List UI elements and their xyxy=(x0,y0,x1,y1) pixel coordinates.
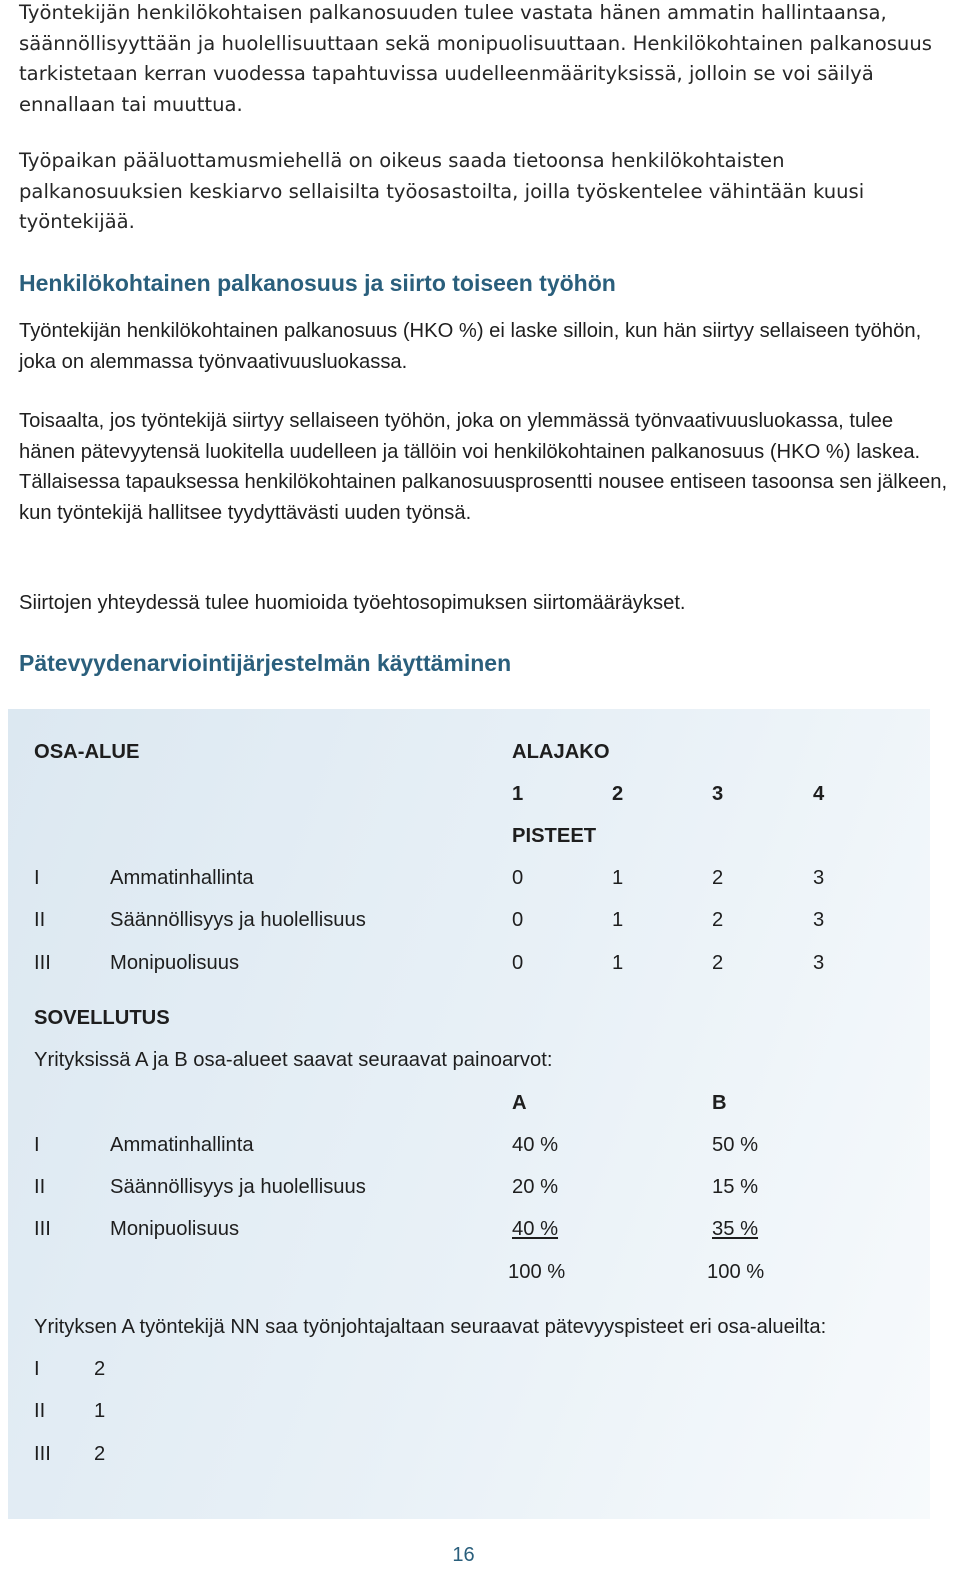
osa-alue-header: OSA-ALUE xyxy=(34,741,140,763)
table-row-score: 1 xyxy=(612,909,624,931)
table-row-score: 3 xyxy=(813,867,825,889)
transfer-paragraph-2: Toisaalta, jos työntekijä siirtyy sellaiseen työhön, joka on ylemmässä työnvaativuusluokassa, tulee hänen pätevyytensä luokitella uudelleen ja tällöin voi henkilökohtainen palkanosuus (HKO %) laskea. Tällaisessa tapauksessa henkilökohtainen palkanosuusprosentti nousee entiseen tasoonsa sen jälkeen, kun työntekijä hallitsee tyydyttävästi uuden työnsä. xyxy=(19,410,948,524)
section-heading-transfer: Henkilökohtainen palkanosuus ja siirto toiseen työhön xyxy=(19,270,616,296)
weight-row-a: 20 % xyxy=(512,1176,559,1198)
sovellutus-intro: Yrityksissä A ja B osa-alueet saavat seuraavat painoarvot: xyxy=(34,1049,553,1071)
assessment-box xyxy=(8,709,930,1519)
point-row-num: III xyxy=(34,1443,51,1465)
table-row-score: 1 xyxy=(612,867,624,889)
company-a-header: A xyxy=(512,1092,527,1114)
weight-row-num: II xyxy=(34,1176,46,1198)
sovellutus-title: SOVELLUTUS xyxy=(34,1007,170,1029)
shop-steward-paragraph: Työpaikan pääluottamusmiehellä on oikeus saada tietoonsa henkilökohtaisten palkanosuuksien keskiarvo sellaisilta työosastoilta, joilla työskentelee vähintään kuusi työntekijää. xyxy=(19,149,865,233)
table-row-score: 0 xyxy=(512,867,524,889)
weight-row-num: I xyxy=(34,1134,40,1156)
point-row-num: II xyxy=(34,1400,46,1422)
transfer-paragraph-3: Siirtojen yhteydessä tulee huomioida työehtosopimuksen siirtomääräykset. xyxy=(19,592,686,614)
level-3: 3 xyxy=(712,783,724,805)
alajako-header: ALAJAKO xyxy=(512,741,610,763)
table-row-num: I xyxy=(34,867,40,889)
level-1: 1 xyxy=(512,783,524,805)
weight-row-a: 40 % xyxy=(512,1218,559,1240)
point-row-value: 1 xyxy=(94,1400,106,1422)
employee-text: Yrityksen A työntekijä NN saa työnjohtajaltaan seuraavat pätevyyspisteet eri osa-alueilta: xyxy=(34,1316,827,1338)
table-row-score: 2 xyxy=(712,867,724,889)
weight-row-b: 35 % xyxy=(712,1218,759,1240)
table-row-score: 1 xyxy=(612,952,624,974)
intro-paragraph: Työntekijän henkilökohtaisen palkanosuuden tulee vastata hänen ammatin hallintaansa, säännöllisyyttään ja huolellisuuttaan sekä monipuolisuuttaan. Henkilökohtainen palkanosuus tarkistetaan kerran vuodessa tapahtuvissa uudelleenmäärityksissä, jolloin se voi säilyä ennallaan tai muuttua. xyxy=(19,1,932,116)
table-row-name: Säännöllisyys ja huolellisuus xyxy=(110,909,366,931)
table-row-num: II xyxy=(34,909,46,931)
pisteet-header: PISTEET xyxy=(512,825,597,847)
total-b: 100 % xyxy=(707,1261,765,1283)
weight-row-b: 15 % xyxy=(712,1176,759,1198)
table-row-score: 2 xyxy=(712,952,724,974)
table-row-name: Monipuolisuus xyxy=(110,952,240,974)
table-row-score: 0 xyxy=(512,952,524,974)
page-number: 16 xyxy=(452,1544,475,1566)
company-b-header: B xyxy=(712,1092,727,1114)
level-2: 2 xyxy=(612,783,624,805)
weight-row-b: 50 % xyxy=(712,1134,759,1156)
weight-row-name: Säännöllisyys ja huolellisuus xyxy=(110,1176,366,1198)
table-row-name: Ammatinhallinta xyxy=(110,867,254,889)
weight-row-a: 40 % xyxy=(512,1134,559,1156)
weight-row-name: Ammatinhallinta xyxy=(110,1134,254,1156)
level-4: 4 xyxy=(813,783,825,805)
point-row-value: 2 xyxy=(94,1443,106,1465)
table-row-score: 0 xyxy=(512,909,524,931)
total-a: 100 % xyxy=(508,1261,566,1283)
table-row-score: 3 xyxy=(813,909,825,931)
table-row-score: 3 xyxy=(813,952,825,974)
table-row-score: 2 xyxy=(712,909,724,931)
table-row-num: III xyxy=(34,952,51,974)
point-row-value: 2 xyxy=(94,1358,106,1380)
section-heading-assessment: Pätevyydenarviointijärjestelmän käyttäminen xyxy=(19,650,512,676)
transfer-paragraph-1: Työntekijän henkilökohtainen palkanosuus (HKO %) ei laske silloin, kun hän siirtyy sellaiseen työhön, joka on alemmassa työnvaativuusluokassa. xyxy=(19,320,922,373)
weight-row-num: III xyxy=(34,1218,51,1240)
point-row-num: I xyxy=(34,1358,40,1380)
weight-row-name: Monipuolisuus xyxy=(110,1218,240,1240)
